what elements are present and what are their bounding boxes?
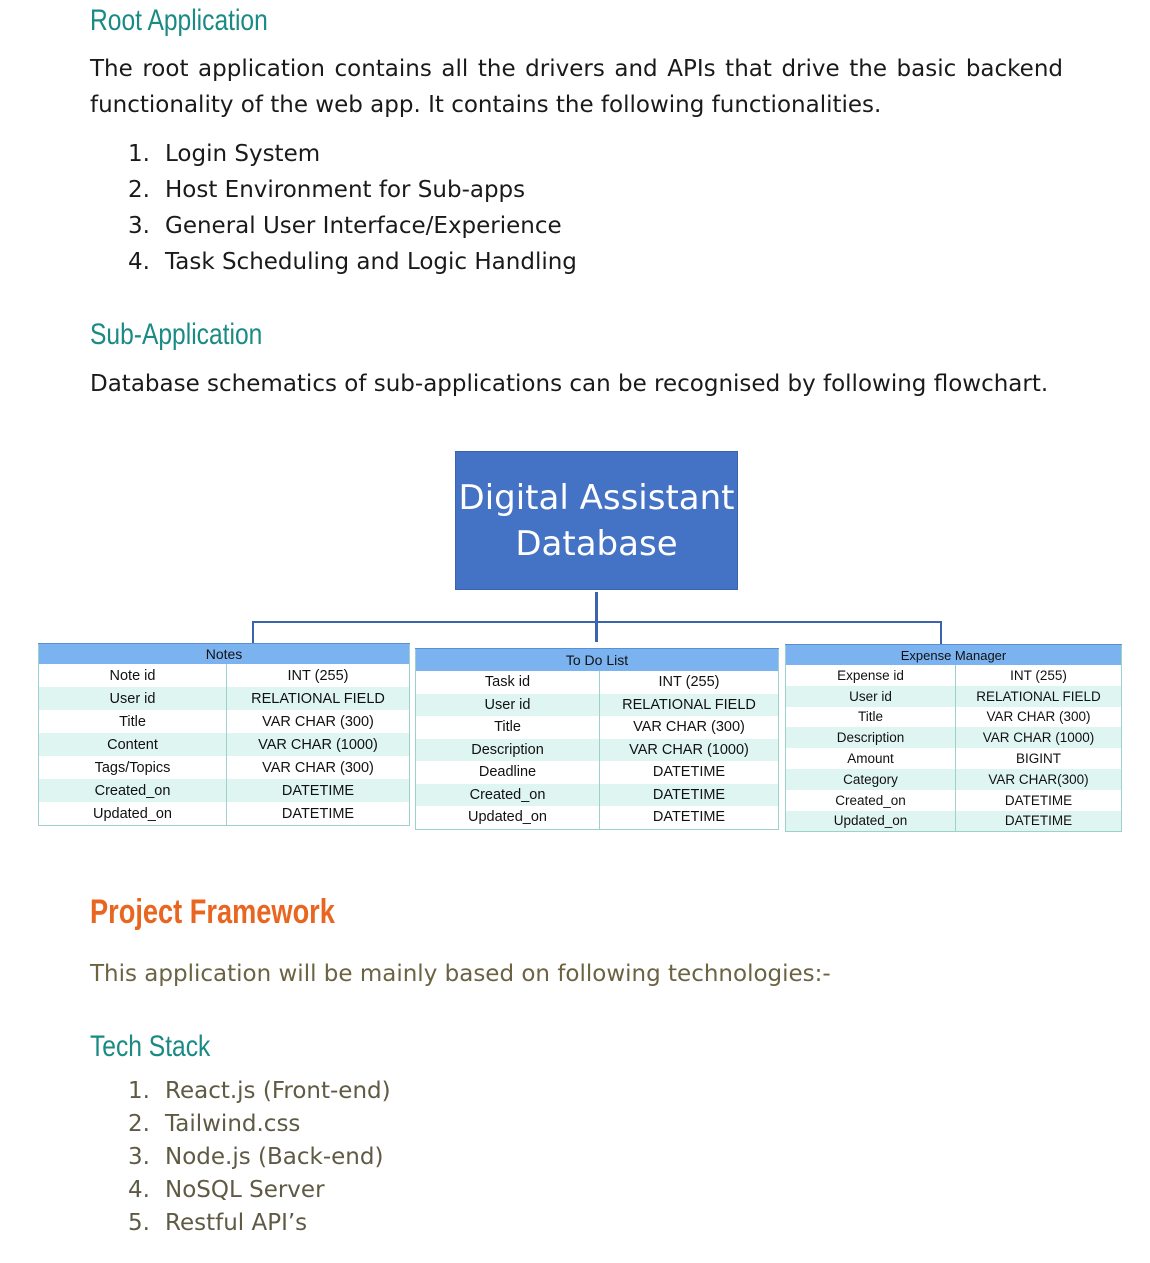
connector-trunk [595, 592, 598, 642]
table-row: User id RELATIONAL FIELD [786, 686, 1122, 707]
todo-table [415, 648, 779, 830]
sub-application-heading: Sub-Application [90, 318, 263, 351]
connector-bar [252, 621, 942, 623]
table-row: Deadline DATETIME [416, 761, 779, 784]
list-item: 2. Tailwind.css [128, 1111, 301, 1137]
table-row: Title VAR CHAR (300) [786, 707, 1122, 728]
root-functionality-list [90, 137, 790, 281]
root-node-line-1: Digital Assistant [458, 477, 735, 518]
table-row: Description VAR CHAR (1000) [786, 727, 1122, 748]
root-database-node [455, 451, 738, 590]
root-application-heading: Root Application [90, 4, 268, 37]
table-row: Amount BIGINT [786, 748, 1122, 769]
table-row: Created_on DATETIME [416, 784, 779, 807]
table-row: Updated_on DATETIME [416, 806, 779, 829]
project-framework-heading: Project Framework [90, 893, 335, 931]
table-row: Updated_on DATETIME [39, 802, 410, 826]
project-framework-intro: This application will be mainly based on following technologies:- [90, 961, 831, 987]
list-item: 4. NoSQL Server [128, 1177, 325, 1203]
root-node-line-2: Database [515, 523, 678, 564]
sub-application-intro: Database schematics of sub-applications can be recognised by following flowchart. [90, 371, 1049, 397]
table-row: Tags/Topics VAR CHAR (300) [39, 756, 410, 779]
tech-stack-heading: Tech Stack [90, 1030, 211, 1063]
root-application-intro: The root application contains all the drivers and APIs that drive the basic backend functionality of the web app. It contains the following functionalities. [90, 56, 1063, 118]
table-row: Expense id INT (255) [786, 665, 1122, 686]
connector-notes [252, 621, 254, 643]
notes-table-title: Notes [39, 644, 410, 665]
expense-table-title: Expense Manager [786, 645, 1122, 666]
table-row: Updated_on DATETIME [786, 811, 1122, 832]
tech-stack-list [90, 1075, 790, 1240]
table-row: Created_on DATETIME [39, 779, 410, 802]
table-row: Task id INT (255) [416, 671, 779, 694]
list-item: 4. Task Scheduling and Logic Handling [128, 249, 577, 275]
table-row: Description VAR CHAR (1000) [416, 739, 779, 762]
table-row: Title VAR CHAR (300) [39, 710, 410, 733]
table-row: Note id INT (255) [39, 664, 410, 687]
table-row: Created_on DATETIME [786, 790, 1122, 811]
connector-expense [940, 621, 942, 644]
list-item: 3. Node.js (Back-end) [128, 1144, 384, 1170]
table-row: Title VAR CHAR (300) [416, 716, 779, 739]
list-item: 3. General User Interface/Experience [128, 213, 562, 239]
notes-table [38, 643, 410, 826]
list-item: 1. Login System [128, 141, 321, 167]
table-row: Category VAR CHAR(300) [786, 769, 1122, 790]
todo-table-title: To Do List [416, 649, 779, 672]
list-item: 5. Restful API’s [128, 1210, 308, 1236]
expense-table [785, 644, 1122, 832]
list-item: 2. Host Environment for Sub-apps [128, 177, 526, 203]
list-item: 1. React.js (Front-end) [128, 1078, 391, 1104]
table-row: Content VAR CHAR (1000) [39, 733, 410, 756]
table-row: User id RELATIONAL FIELD [39, 687, 410, 710]
table-row: User id RELATIONAL FIELD [416, 694, 779, 717]
